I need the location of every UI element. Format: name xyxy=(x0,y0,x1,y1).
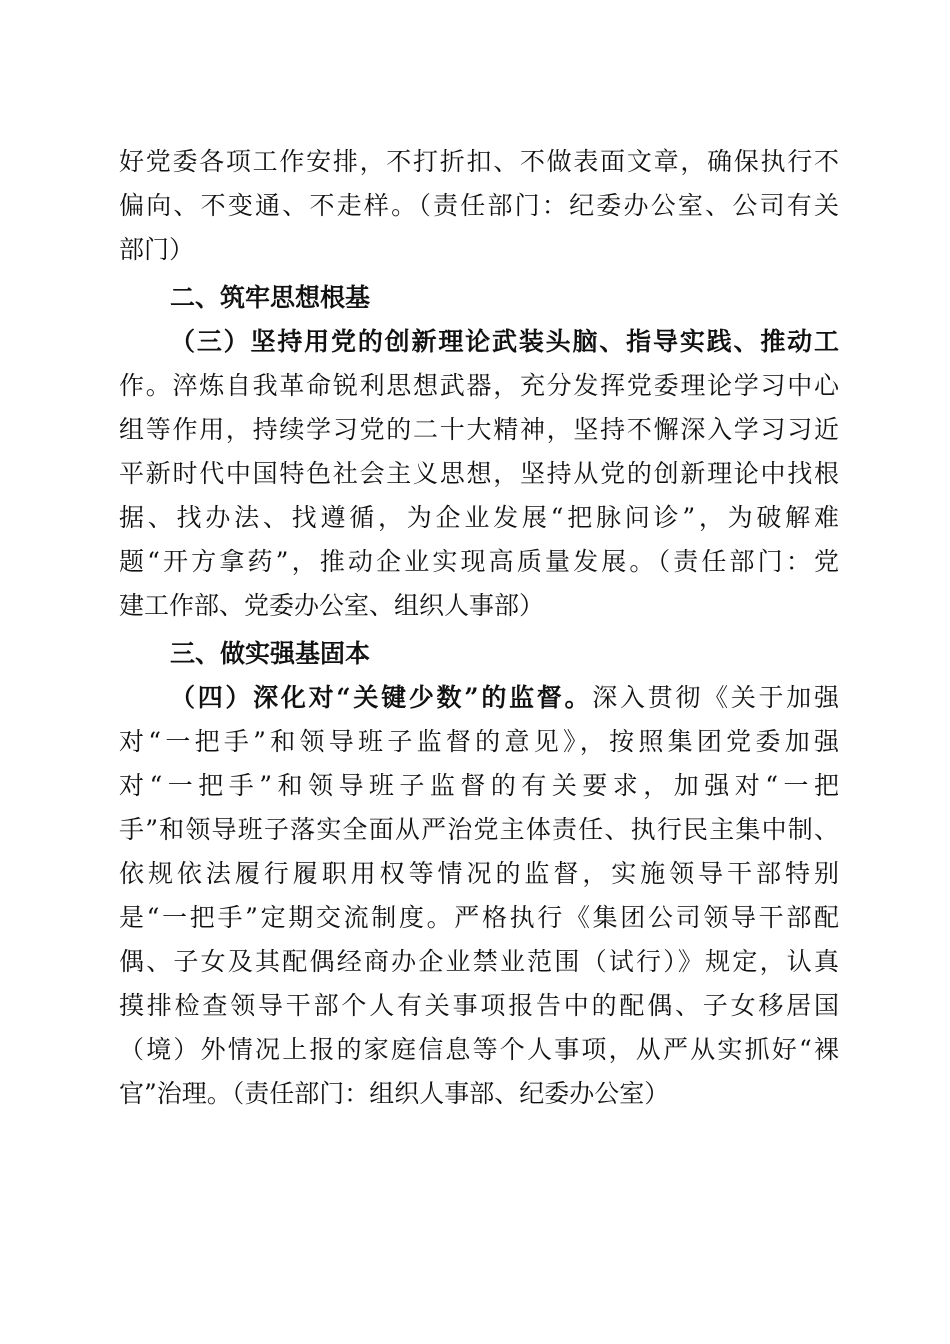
item-lead-title: （四）深化对“关键少数”的监督。 xyxy=(170,683,593,712)
item-lead-line: （三）坚持用党的创新理论武装头脑、指导实践、推动工 xyxy=(170,327,839,356)
body-text-line: （境）外情况上报的家庭信息等个人事项，从严从实抓好“裸 xyxy=(119,1035,839,1064)
item-lead-rest: 深入贯彻《关于加强 xyxy=(592,683,839,712)
body-text-line: 对“一把手”和领导班子监督的有关要求，加强对“一把 xyxy=(119,771,839,800)
body-text-line: 好党委各项工作安排，不打折扣、不做表面文章，确保执行不 xyxy=(119,147,839,176)
body-text-line: 建工作部、党委办公室、组织人事部） xyxy=(119,591,545,620)
body-text-line: 平新时代中国特色社会主义思想，坚持从党的创新理论中找根 xyxy=(119,459,839,488)
body-text-line: 手”和领导班子落实全面从严治党主体责任、执行民主集中制、 xyxy=(119,815,839,844)
body-text-line: 作。淬炼自我革命锐利思想武器，充分发挥党委理论学习中心 xyxy=(119,371,839,400)
body-text-line: 依规依法履行履职用权等情况的监督，实施领导干部特别 xyxy=(119,859,839,888)
body-text-line: 据、找办法、找遵循，为企业发展“把脉问诊”，为破解难 xyxy=(119,503,839,532)
body-text-line: 对“一把手”和领导班子监督的意见》，按照集团党委加强 xyxy=(119,727,839,756)
section-heading: 二、筑牢思想根基 xyxy=(170,283,371,312)
item-lead-line xyxy=(170,683,839,713)
body-text-line: 官”治理。（责任部门：组织人事部、纪委办公室） xyxy=(119,1079,670,1108)
section-heading: 三、做实强基固本 xyxy=(170,639,371,668)
body-text-line: 题“开方拿药”，推动企业实现高质量发展。（责任部门：党 xyxy=(119,547,839,576)
body-text-line: 组等作用，持续学习党的二十大精神，坚持不懈深入学习习近 xyxy=(119,415,839,444)
body-text-line: 是“一把手”定期交流制度。严格执行《集团公司领导干部配 xyxy=(119,903,839,932)
body-text-line: 摸排检查领导干部个人有关事项报告中的配偶、子女移居国 xyxy=(119,991,839,1020)
body-text-line: 部门） xyxy=(119,235,195,264)
body-text-line: 偏向、不变通、不走样。（责任部门：纪委办公室、公司有关 xyxy=(119,191,839,220)
body-text-line: 偶、子女及其配偶经商办企业禁业范围（试行）》规定，认真 xyxy=(119,947,839,976)
